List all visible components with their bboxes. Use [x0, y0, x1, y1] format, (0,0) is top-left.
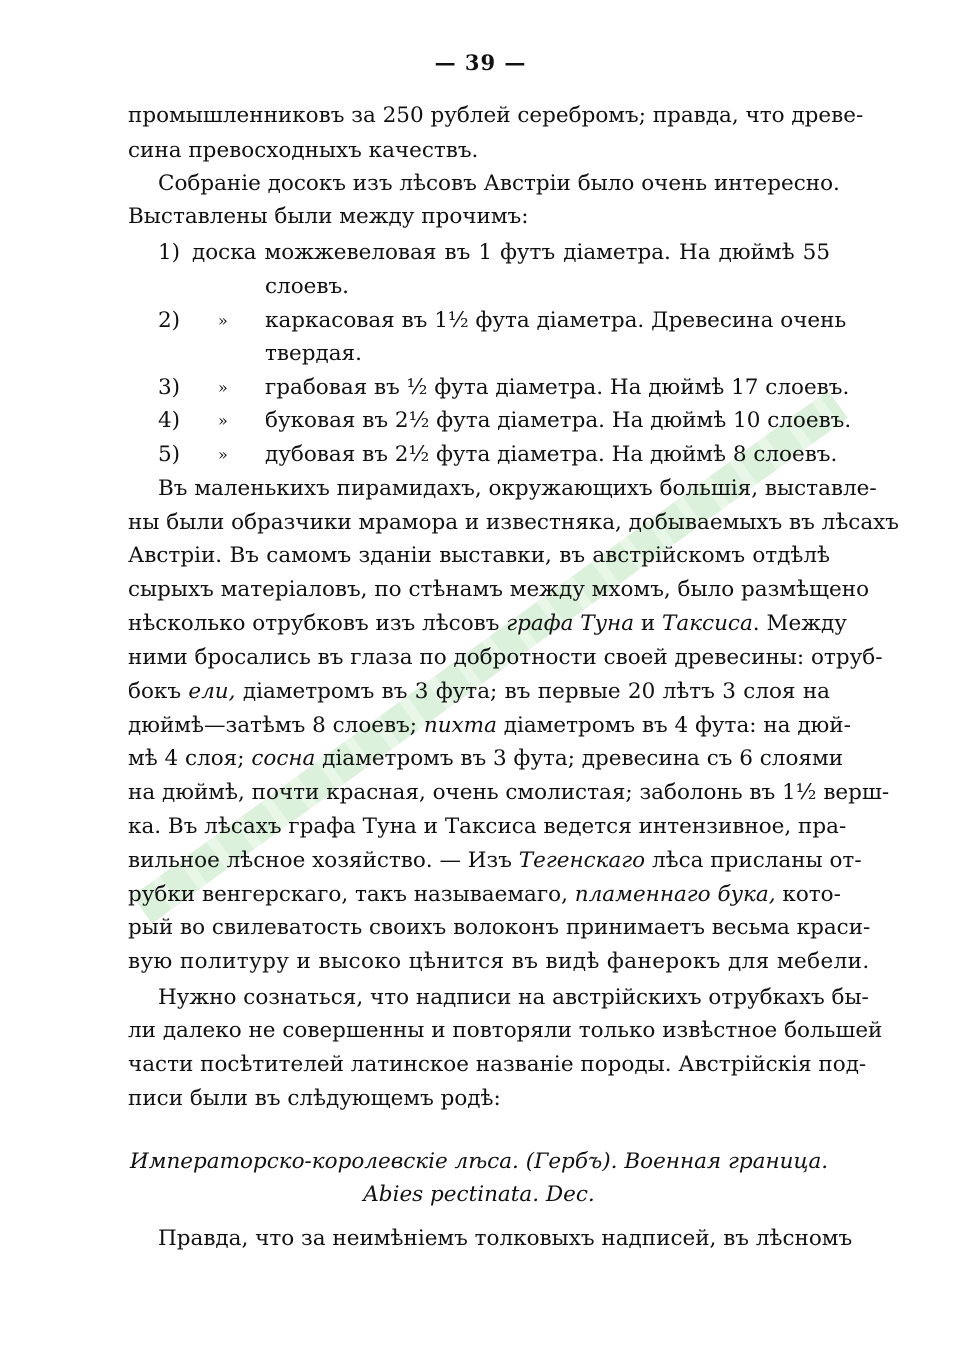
text-line: рубки венгерскаго, такъ называемаго, пламеннаго бука, кото- — [128, 882, 841, 907]
list-text: доска можжевеловая въ 1 футъ діаметра. На дюймѣ 55 — [192, 240, 830, 265]
text-line: ними бросались въ глаза по добротности своей древесины: отруб- — [128, 645, 883, 670]
text-line: Выставлены были между прочимъ: — [128, 204, 529, 229]
list-number: 2) — [158, 308, 181, 333]
list-text: слоевъ. — [265, 274, 349, 299]
text-line: Австріи. Въ самомъ зданіи выставки, въ австрійскомъ отдѣлѣ — [128, 543, 830, 568]
text-line: мѣ 4 слоя; сосна діаметромъ въ 3 фута; древесина съ 6 слоями — [128, 746, 844, 771]
list-text: дубовая въ 2½ фута діаметра. На дюймѣ 8 слоевъ. — [265, 442, 838, 467]
text-line: сина превосходныхъ качествъ. — [128, 138, 479, 163]
list-number: 5) — [158, 442, 181, 467]
list-text: каркасовая въ 1½ фута діаметра. Древесина очень — [265, 308, 847, 333]
list-number: 3) — [158, 375, 181, 400]
list-text: буковая въ 2½ фута діаметра. На дюймѣ 10 слоевъ. — [265, 408, 852, 433]
text-line: на дюймѣ, почти красная, очень смолистая; заболонь въ 1½ верш- — [128, 780, 890, 805]
inscription-line: Императорско-королевскіе лѣса. (Гербъ). Военная граница. — [129, 1149, 829, 1174]
text-line: Собраніе досокъ изъ лѣсовъ Австріи было очень интересно. — [158, 171, 840, 196]
text-line: ли далеко не совершенны и повторяли только извѣстное большей — [128, 1018, 883, 1043]
list-text: твердая. — [265, 341, 362, 366]
text-line: вую политуру и высоко цѣнится въ видѣ фанерокъ для мебели. — [128, 949, 870, 974]
page-number: — 39 — — [434, 50, 527, 75]
list-number: 4) — [158, 408, 181, 433]
text-line: рый во свилеватость своихъ волоконъ принимаетъ весьма краси- — [128, 915, 871, 940]
list-text: грабовая въ ½ фута діаметра. На дюймѣ 17 слоевъ. — [265, 375, 850, 400]
text-line: Правда, что за неимѣніемъ толковыхъ надписей, въ лѣсномъ — [158, 1226, 853, 1251]
text-line: бокъ ели, діаметромъ въ 3 фута; въ первые 20 лѣтъ 3 слоя на — [128, 679, 830, 704]
ditto-mark: » — [218, 311, 228, 330]
text-line: ны были образчики мрамора и известняка, добываемыхъ въ лѣсахъ — [128, 510, 899, 535]
text-line: промышленниковъ за 250 рублей серебромъ; правда, что древе- — [128, 103, 864, 128]
text-line: Въ маленькихъ пирамидахъ, окружающихъ большія, выставле- — [158, 476, 877, 501]
text-line: ка. Въ лѣсахъ графа Туна и Таксиса ведется интензивное, пра- — [128, 814, 847, 839]
text-line: сырыхъ матеріаловъ, по стѣнамъ между мхомъ, было размѣщено — [128, 577, 870, 602]
ditto-mark: » — [218, 378, 228, 397]
inscription-latin: Abies pectinata. Dec. — [363, 1182, 595, 1207]
text-line: Нужно сознаться, что надписи на австрійскихъ отрубкахъ бы- — [158, 985, 869, 1010]
text-line: нѣсколько отрубковъ изъ лѣсовъ графа Туна и Таксиса. Между — [128, 611, 847, 636]
text-line: части посѣтителей латинское названіе породы. Австрійскія под- — [128, 1052, 867, 1077]
list-number: 1) — [158, 240, 181, 265]
text-line: дюймѣ—затѣмъ 8 слоевъ; пихта діаметромъ въ 4 фута: на дюй- — [128, 713, 851, 738]
ditto-mark: » — [218, 445, 228, 464]
ditto-mark: » — [218, 411, 228, 430]
text-line: вильное лѣсное хозяйство. — Изъ Тегенскаго лѣса присланы от- — [128, 848, 862, 873]
text-line: писи были въ слѣдующемъ родѣ: — [128, 1086, 501, 1111]
